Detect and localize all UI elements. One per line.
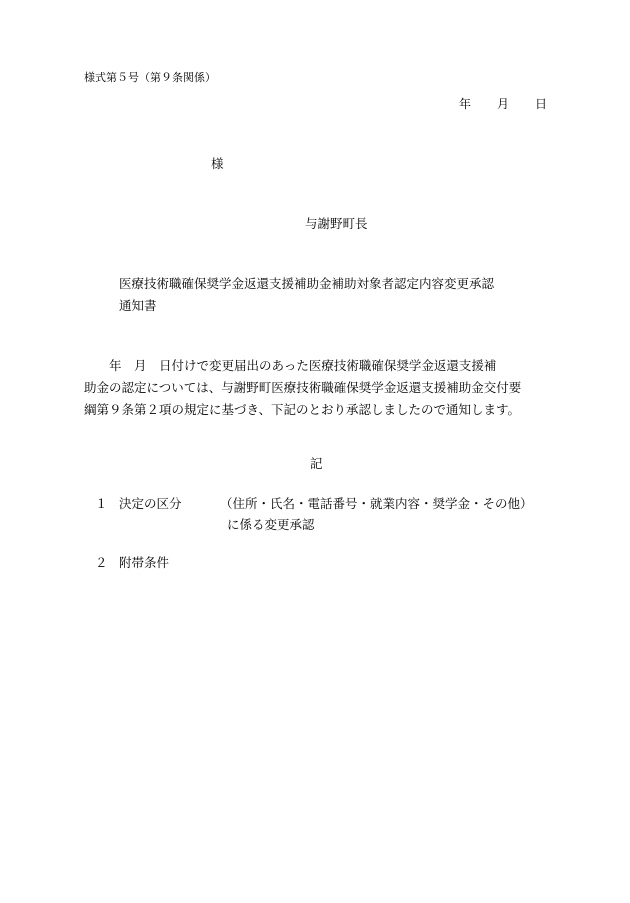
item-1-label: 決定の区分	[119, 496, 182, 511]
body-paragraph	[84, 355, 554, 421]
item-1-number: １	[95, 496, 108, 511]
item-2-label: 附帯条件	[119, 555, 170, 570]
recipient-honorific: 様	[211, 156, 224, 171]
form-number: 様式第５号（第９条関係）	[84, 71, 216, 84]
body-line-2: 助金の認定については、与謝野町医療技術職確保奨学金返還支援補助金交付要	[84, 380, 522, 395]
item-2-number: ２	[95, 555, 108, 570]
body-line-3: 綱第９条第２項の規定に基づき、下記のとおり承認しましたので通知します。	[84, 402, 521, 417]
body-line-1: 年 月 日付けで変更届出のあった医療技術職確保奨学金返還支援補	[84, 358, 497, 373]
item-1-value-line-1: （住所・氏名・電話番号・就業内容・奨学金・その他）	[220, 496, 533, 511]
date-month: 月	[497, 97, 510, 111]
record-heading: 記	[310, 456, 323, 471]
item-1-value-line-2: に係る変更承認	[227, 517, 315, 532]
document-title-line-2: 通知書	[119, 298, 157, 313]
date-line	[459, 98, 547, 110]
issuer-name: 与謝野町長	[305, 216, 368, 231]
date-year: 年	[459, 97, 472, 111]
document-title-line-1: 医療技術職確保奨学金返還支援補助金補助対象者認定内容変更承認	[119, 276, 495, 291]
date-day: 日	[535, 97, 548, 111]
